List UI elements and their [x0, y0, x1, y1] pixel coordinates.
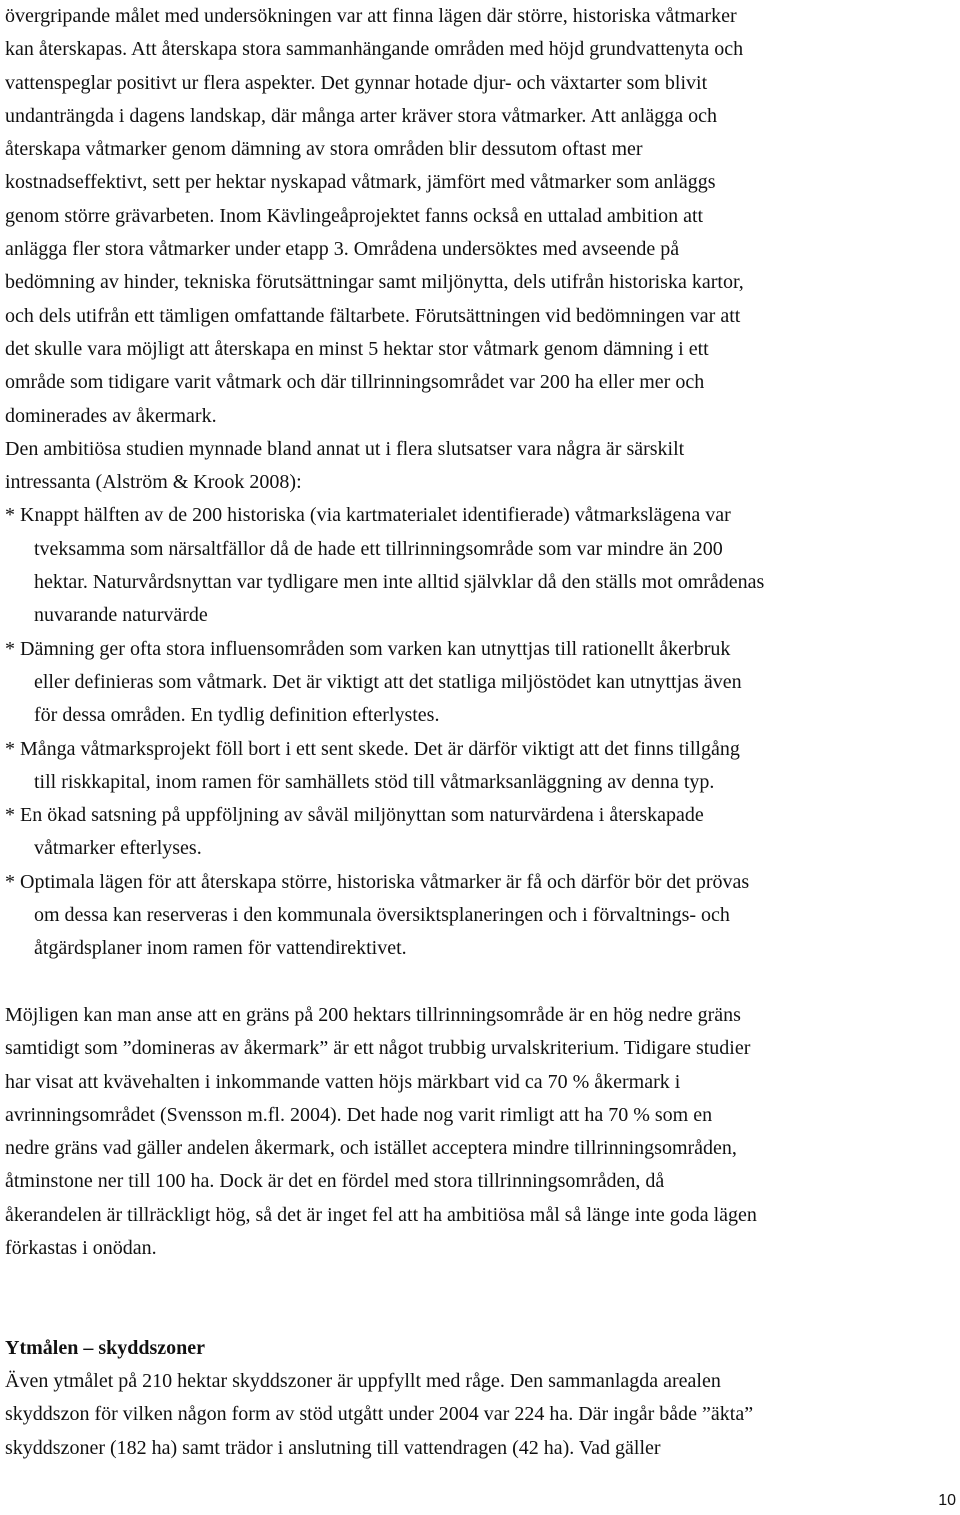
text-line: åkerandelen är tillräckligt hög, så det är inget fel att ha ambitiösa mål så länge inte goda lägen: [5, 1203, 757, 1226]
text-line: skyddszon för vilken någon form av stöd utgått under 2004 var 224 ha. Där ingår både ”äkta”: [5, 1403, 754, 1426]
text-line: Även ytmålet på 210 hektar skyddszoner är uppfyllt med råge. Den sammanlagda arealen: [5, 1370, 721, 1393]
text-line: intressanta (Alström & Krook 2008):: [5, 471, 302, 494]
text-line: nedre gräns vad gäller andelen åkermark, och istället acceptera mindre tillrinningsområden,: [5, 1137, 737, 1160]
text-line: våtmarker efterlyses.: [34, 837, 202, 860]
text-line: område som tidigare varit våtmark och där tillrinningsområdet var 200 ha eller mer och: [5, 371, 705, 394]
text-line: till riskkapital, inom ramen för samhällets stöd till våtmarksanläggning av denna typ.: [34, 770, 715, 793]
list-item: [5, 733, 955, 800]
list-item: [5, 799, 955, 866]
text-line: åtminstone ner till 100 ha. Dock är det en fördel med stora tillrinningsområden, då: [5, 1170, 665, 1193]
list-item: [5, 633, 955, 733]
list-item: [5, 499, 955, 632]
text-line: * Dämning ger ofta stora influensområden som varken kan utnyttjas till rationellt åkerbruk: [5, 637, 731, 660]
text-line: vattenspeglar positivt ur flera aspekter. Det gynnar hotade djur- och växtarter som blivit: [5, 71, 708, 94]
text-line: * Många våtmarksprojekt föll bort i ett sent skede. Det är därför viktigt att det finns tillgång: [5, 737, 740, 760]
text-line: hektar. Naturvårdsnyttan var tydligare men inte alltid självklar då den ställs mot områdenas: [34, 571, 765, 594]
text-line: skyddszoner (182 ha) samt trädor i anslutning till vattendragen (42 ha). Vad gäller: [5, 1436, 661, 1459]
paragraph-spacer: [5, 966, 955, 999]
text-line: * Optimala lägen för att återskapa större, historiska våtmarker är få och därför bör det prövas: [5, 870, 750, 893]
list-item: [5, 866, 955, 966]
text-line: bedömning av hinder, tekniska förutsättningar samt miljönytta, dels utifrån historiska kartor,: [5, 271, 744, 294]
text-line: om dessa kan reserveras i den kommunala översiktsplaneringen och i förvaltnings- och: [34, 904, 730, 927]
text-line: för dessa områden. En tydlig definition efterlystes.: [34, 704, 440, 727]
paragraph-spacer: [5, 1299, 955, 1332]
text-line: övergripande målet med undersökningen var att finna lägen där större, historiska våtmarker: [5, 5, 737, 27]
conclusions-list: [5, 499, 955, 965]
text-line: * Knappt hälften av de 200 historiska (via kartmaterialet identifierade) våtmarkslägena var: [5, 504, 731, 527]
text-line: kostnadseffektivt, sett per hektar nyskapad våtmark, jämfört med våtmarker som anläggs: [5, 171, 716, 194]
paragraph-discussion: [5, 999, 955, 1265]
document-page: [5, 0, 955, 1465]
text-line: Möjligen kan man anse att en gräns på 200 hektars tillrinningsområde är en hög nedre gräns: [5, 1003, 741, 1026]
section-buffer-zones: [5, 1332, 955, 1465]
page-number: 10: [938, 1492, 956, 1509]
text-line: avrinningsområdet (Svensson m.fl. 2004). Det hade nog varit rimligt att ha 70 % som en: [5, 1103, 713, 1126]
text-line: åtgärdsplaner inom ramen för vattendirektivet.: [34, 937, 407, 960]
paragraph-wetland-study: [5, 0, 955, 433]
text-line: kan återskapas. Att återskapa stora sammanhängande områden med höjd grundvattenyta och: [5, 38, 744, 61]
text-line: nuvarande naturvärde: [34, 604, 208, 627]
text-line: Den ambitiösa studien mynnade bland annat ut i flera slutsatser vara några är särskilt: [5, 437, 685, 460]
text-line: genom större grävarbeten. Inom Kävlingeåprojektet fanns också en uttalad ambition att: [5, 204, 704, 227]
text-line: och dels utifrån ett tämligen omfattande fältarbete. Förutsättningen vid bedömningen var att: [5, 304, 741, 327]
paragraph-conclusions-intro: [5, 433, 955, 500]
text-line: * En ökad satsning på uppföljning av såväl miljönyttan som naturvärdena i återskapade: [5, 804, 704, 827]
text-line: anlägga fler stora våtmarker under etapp 3. Områdena undersöktes med avseende på: [5, 238, 680, 261]
text-line: har visat att kvävehalten i inkommande vatten höjs märkbart vid ca 70 % åkermark i: [5, 1070, 681, 1093]
text-line: tveksamma som närsaltfällor då de hade ett tillrinningsområde som var mindre än 200: [34, 537, 723, 560]
text-line: eller definieras som våtmark. Det är viktigt att det statliga miljöstödet kan utnyttjas även: [34, 670, 742, 693]
text-line: det skulle vara möjligt att återskapa en minst 5 hektar stor våtmark genom dämning i ett: [5, 337, 709, 360]
text-line: återskapa våtmarker genom dämning av stora områden blir dessutom oftast mer: [5, 138, 643, 161]
paragraph-spacer: [5, 1265, 955, 1298]
text-line: dominerades av åkermark.: [5, 404, 217, 427]
text-line: förkastas i onödan.: [5, 1236, 157, 1259]
text-line: undanträngda i dagens landskap, där många arter kräver stora våtmarker. Att anlägga och: [5, 104, 717, 127]
text-line: samtidigt som ”domineras av åkermark” är ett något trubbig urvalskriterium. Tidigare studier: [5, 1037, 751, 1060]
section-heading: Ytmålen – skyddszoner: [5, 1336, 206, 1359]
